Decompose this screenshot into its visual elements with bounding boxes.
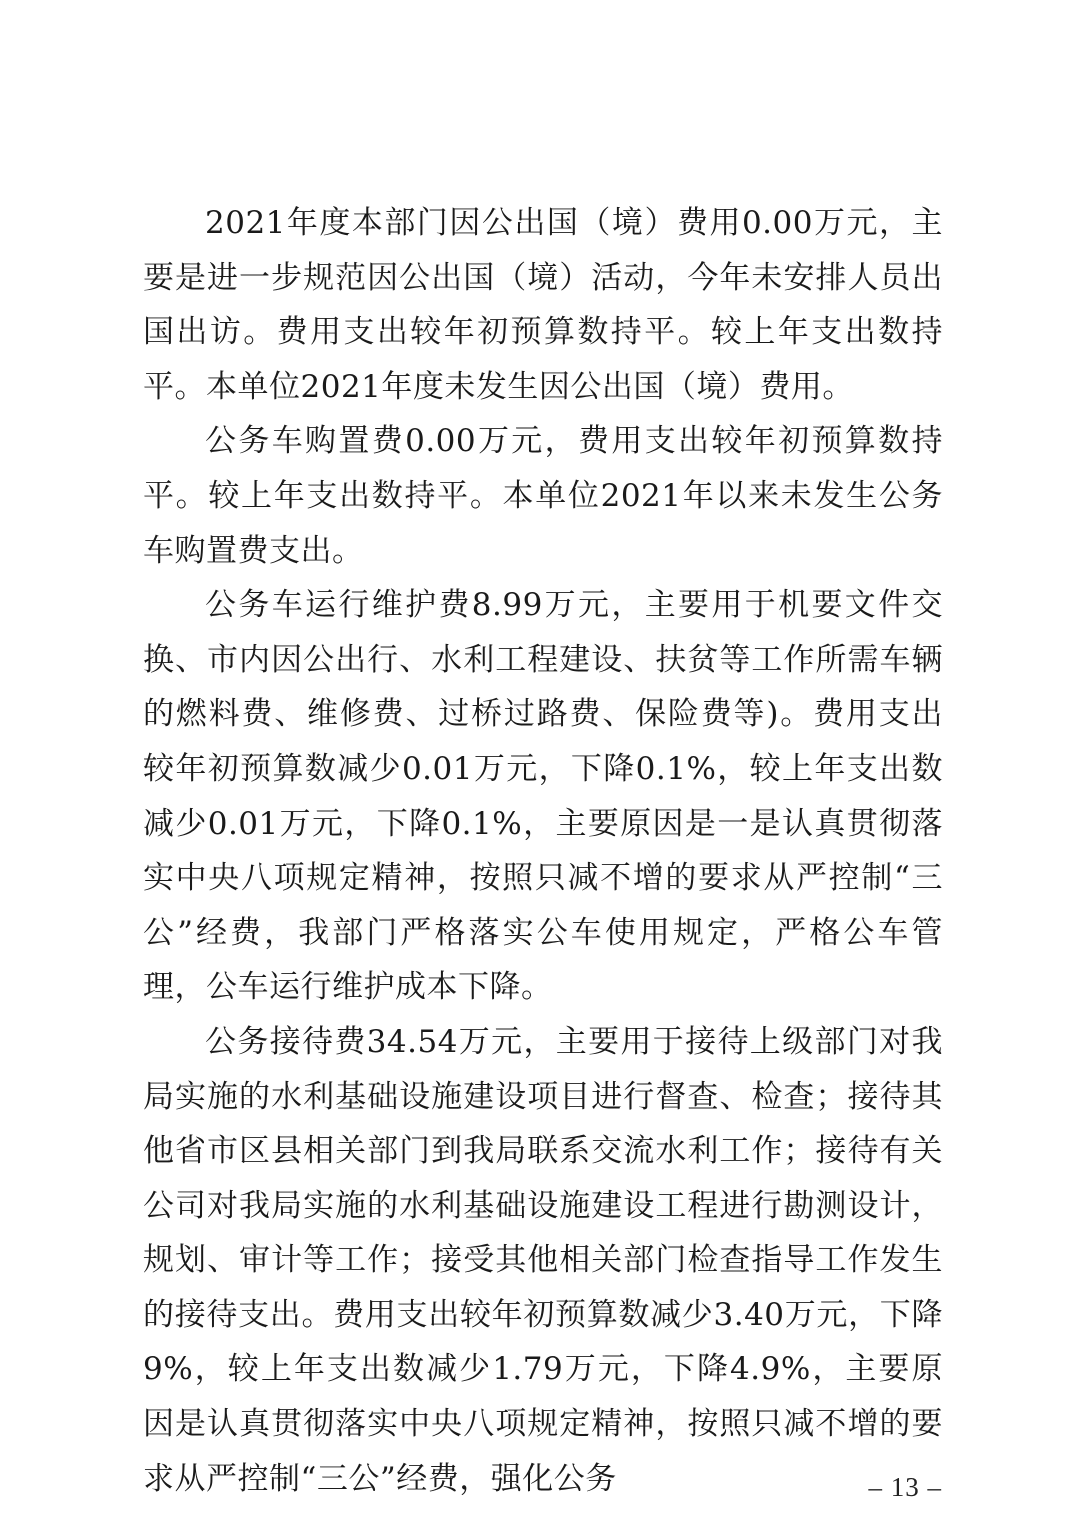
paragraph-vehicle-maintenance: 公务车运行维护费8.99万元，主要用于机要文件交换、市内因公出行、水利工程建设、扶贫等工作所需车辆的燃料费、维修费、过桥过路费、保险费等)。费用支出较年初预算数减少0.01万元，下降0.1%，较上年支出数减少0.01万元，下降0.1%，主要原因是一是认真贯彻落实中央八项规定精神，按照只减不增的要求从严控制“三公”经费，我部门严格落实公车使用规定，严格公车管理，公车运行维护成本下降。 — [143, 587, 943, 1006]
page-number: – 13 – — [868, 1472, 942, 1502]
paragraph-official-reception: 公务接待费34.54万元，主要用于接待上级部门对我局实施的水利基础设施建设项目进行督查、检查；接待其他省市区县相关部门到我局联系交流水利工作；接待有关公司对我局实施的水利基础设施建设工程进行勘测设计，规划、审计等工作；接受其他相关部门检查指导工作发生的接待支出。费用支出较年初预算数减少3.40万元，下降9%，较上年支出数减少1.79万元，下降4.9%，主要原因是认真贯彻落实中央八项规定精神，按照只减不增的要求从严控制“三公”经费，强化公务 — [143, 1023, 943, 1497]
body-text — [143, 196, 943, 1506]
paragraph-vehicle-purchase: 公务车购置费0.00万元，费用支出较年初预算数持平。较上年支出数持平。本单位2021年以来未发生公务车购置费支出。 — [143, 423, 943, 569]
paragraph-overseas-travel: 2021年度本部门因公出国（境）费用0.00万元，主要是进一步规范因公出国（境）活动，今年未安排人员出国出访。费用支出较年初预算数持平。较上年支出数持平。本单位2021年度未发生因公出国（境）费用。 — [143, 205, 943, 405]
